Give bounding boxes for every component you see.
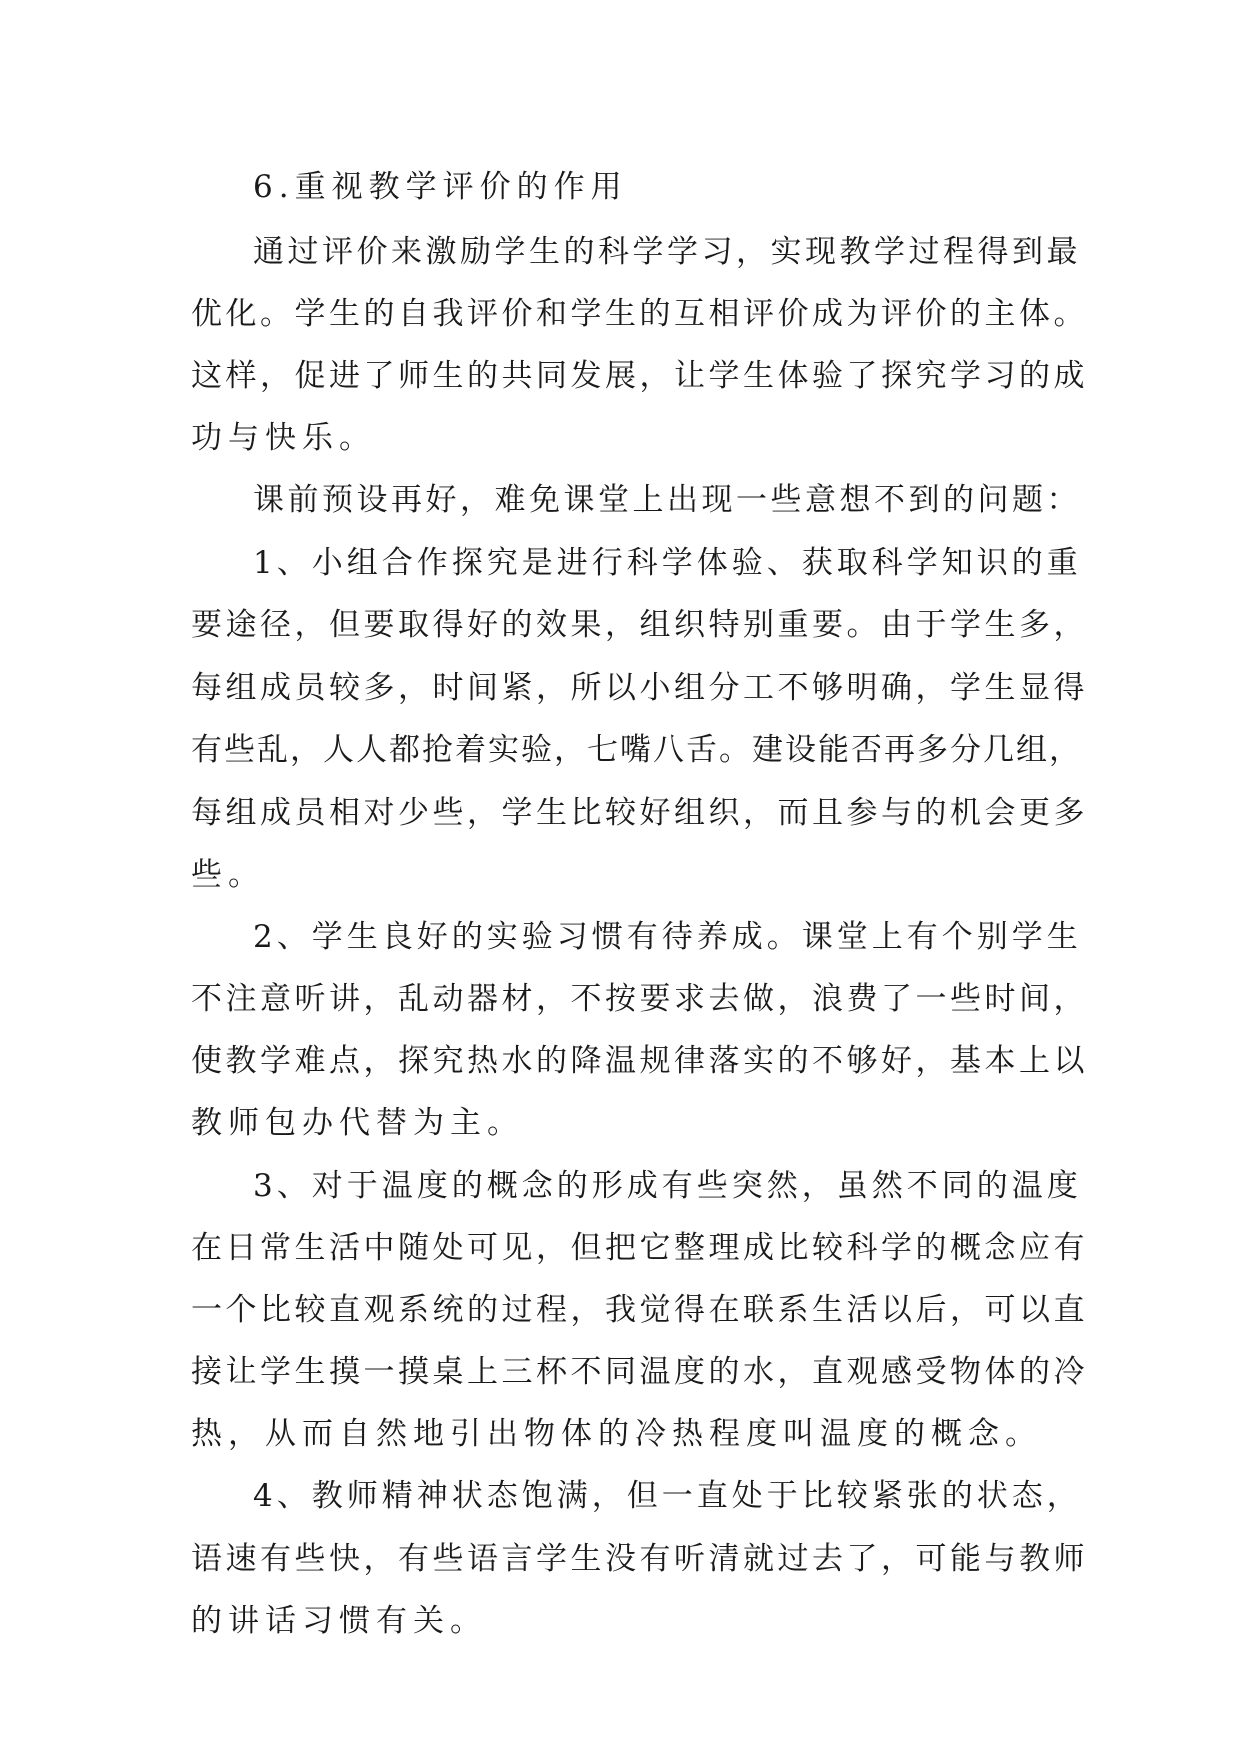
text-line: 接让学生摸一摸桌上三杯不同温度的水，直观感受物体的冷 [191,1354,1088,1390]
text-line: 热，从而自然地引出物体的冷热程度叫温度的概念。 [191,1416,1042,1452]
section-heading: 6.重视教学评价的作用 [253,169,628,205]
text-line: 使教学难点，探究热水的降温规律落实的不够好，基本上以 [191,1043,1088,1079]
text-line: 功与快乐。 [191,420,376,456]
text-line: 的讲话习惯有关。 [191,1603,487,1639]
text-line: 要途径，但要取得好的效果，组织特别重要。由于学生多， [191,607,1088,643]
text-line: 语速有些快，有些语言学生没有听清就过去了，可能与教师 [191,1541,1088,1577]
text-line: 通过评价来激励学生的科学学习，实现教学过程得到最 [253,234,1081,270]
text-line: 在日常生活中随处可见，但把它整理成比较科学的概念应有 [191,1230,1088,1266]
text-line: 1、小组合作探究是进行科学体验、获取科学知识的重 [253,545,1082,581]
text-line: 教师包办代替为主。 [191,1105,524,1141]
text-line: 这样，促进了师生的共同发展，让学生体验了探究学习的成 [191,358,1088,394]
text-line: 优化。学生的自我评价和学生的互相评价成为评价的主体。 [191,296,1088,332]
text-line: 有些乱，人人都抢着实验，七嘴八舌。建设能否再多分几组， [191,732,1082,768]
text-line: 2、学生良好的实验习惯有待养成。课堂上有个别学生 [253,919,1082,955]
text-line: 些。 [191,857,265,893]
text-line: 4、教师精神状态饱满，但一直处于比较紧张的状态， [253,1478,1082,1514]
text-line: 每组成员相对少些，学生比较好组织，而且参与的机会更多 [191,795,1088,831]
text-line: 课前预设再好，难免课堂上出现一些意想不到的问题： [253,482,1081,518]
text-line: 一个比较直观系统的过程，我觉得在联系生活以后，可以直 [191,1292,1088,1328]
text-line: 不注意听讲，乱动器材，不按要求去做，浪费了一些时间， [191,981,1088,1017]
text-line: 3、对于温度的概念的形成有些突然，虽然不同的温度 [253,1168,1082,1204]
text-line: 每组成员较多，时间紧，所以小组分工不够明确，学生显得 [191,670,1088,706]
